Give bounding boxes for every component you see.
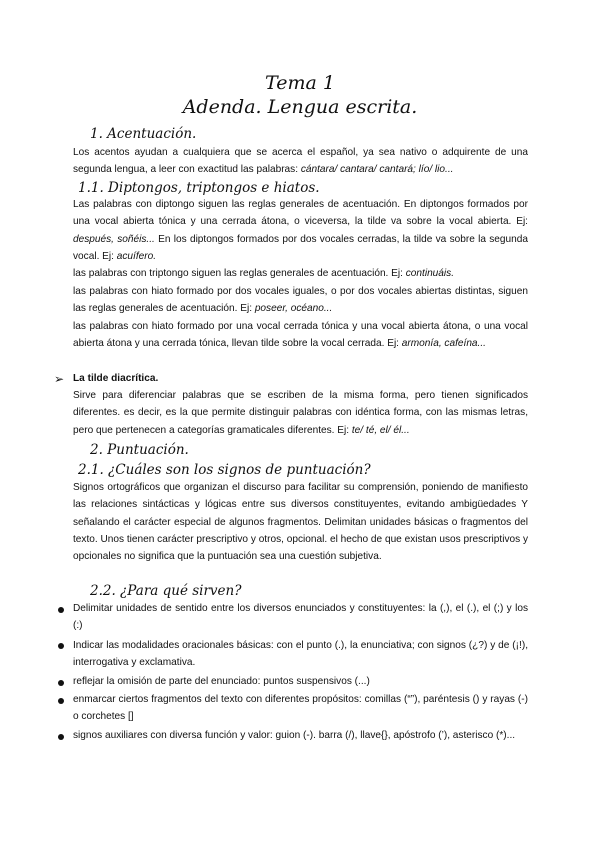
paragraph-text: Sirve para diferenciar palabras que se escriben de la misma forma, pero tienen significados diferentes. es decir, es la que permite distinguir palabras con idéntica forma, con las mismas letras, pero que pertenecen a categorías gramaticales diferentes. Ej: bbox=[73, 390, 528, 436]
list-item: enmarcar ciertos fragmentos del texto con diferentes propósitos: comillas (“”), paréntesis () y rayas (-) o corchetes [] bbox=[73, 694, 528, 723]
example-text: armonía, cafeína... bbox=[401, 338, 486, 350]
section-heading-acentuacion: 1. Acentuación. bbox=[90, 126, 197, 142]
example-text: te/ té, el/ él... bbox=[351, 424, 410, 436]
subsection-heading-signos: 2.1. ¿Cuáles son los signos de puntuación? bbox=[78, 462, 371, 478]
example-text: cántara/ cantara/ cantará; lío/ lio... bbox=[300, 164, 454, 176]
paragraph-triptongos bbox=[73, 265, 528, 282]
paragraph-text: las palabras con triptongo siguen las reglas generales de acentuación. Ej: bbox=[73, 268, 406, 279]
arrow-bullet-icon: ➢ bbox=[54, 372, 65, 386]
subsection-heading-para-que: 2.2. ¿Para qué sirven? bbox=[90, 583, 242, 599]
paragraph-text: En los diptongos formados por dos vocales cerradas, la tilde va sobre la segunda vocal. Ej: bbox=[73, 233, 528, 262]
example-text: continuáis. bbox=[405, 268, 455, 279]
list-item: signos auxiliares con diversa función y valor: guion (-). barra (/), llave{}, apóstrofo (’), asterisco (*)... bbox=[73, 730, 516, 741]
paragraph-text: Los acentos ayudan a cualquiera que se acerca el español, ya sea nativo o adquirente de una segunda lengua, a leer con exactitud las palabras: bbox=[73, 147, 528, 176]
bullet-dot-icon bbox=[58, 680, 64, 686]
paragraph-text: Las palabras con diptongo siguen las reglas generales de acentuación. En diptongos formados por una vocal abierta tónica y una cerrada átona, o viceversa, la tilde va sobre la vocal abierta. Ej: bbox=[73, 199, 528, 228]
paragraph-diptongos bbox=[73, 196, 528, 265]
list-item: Delimitar unidades de sentido entre los diversos enunciados y constituyentes: la (,), el (.), el (;) y los (:) bbox=[73, 603, 528, 632]
paragraph-text: las palabras con hiato formado por una vocal cerrada tónica y una vocal abierta átona, o una vocal abierta átona y una cerrada tónica, llevan tilde sobre la vocal cerrada. Ej: bbox=[73, 321, 528, 350]
paragraph-hiato-cerrada bbox=[73, 318, 528, 353]
section-heading-puntuacion: 2. Puntuación. bbox=[90, 442, 189, 458]
subsection-heading-diptongos: 1.1. Diptongos, triptongos e hiatos. bbox=[78, 180, 320, 196]
document-title: Tema 1 bbox=[265, 72, 335, 94]
example-text: poseer, océano... bbox=[254, 303, 333, 315]
tilde-diacritica-heading: La tilde diacrítica. bbox=[73, 373, 159, 384]
bullet-dot-icon bbox=[58, 698, 64, 704]
paragraph-signos: Signos ortográficos que organizan el discurso para facilitar su comprensión, poniendo de manifiesto las relaciones sintácticas y lógicas entre sus diversos constituyentes, evitando ambigüedades Y señalando el carácter especial de algunos fragmentos. Delimitan unidades básicas o fragmentos del texto. Unos tienen carácter prescriptivo y otros, opcional. el hecho de que existan usos prescriptivos y opcionales no significa que la puntuación sea una cuestión subjetiva. bbox=[73, 482, 529, 563]
document-subtitle: Adenda. Lengua escrita. bbox=[182, 96, 418, 118]
bullet-dot-icon bbox=[58, 607, 64, 613]
paragraph-hiato-iguales bbox=[73, 283, 528, 318]
example-text: después, soñéis... bbox=[73, 233, 155, 245]
paragraph-tilde-diacritica bbox=[73, 387, 528, 439]
bullet-dot-icon bbox=[58, 643, 64, 649]
paragraph-text: las palabras con hiato formado por dos vocales iguales, o por dos vocales abiertas distintas, siguen las reglas generales de acentuación. Ej: bbox=[73, 286, 528, 315]
paragraph-acentuacion bbox=[73, 144, 528, 179]
example-text: acuífero. bbox=[116, 250, 157, 262]
list-item: reflejar la omisión de parte del enunciado: puntos suspensivos (...) bbox=[73, 676, 370, 687]
bullet-dot-icon bbox=[58, 734, 64, 740]
list-item: Indicar las modalidades oracionales básicas: con el punto (.), la enunciativa; con signos (¿?) y de (¡!), interrogativa y exclamativa. bbox=[73, 640, 528, 669]
